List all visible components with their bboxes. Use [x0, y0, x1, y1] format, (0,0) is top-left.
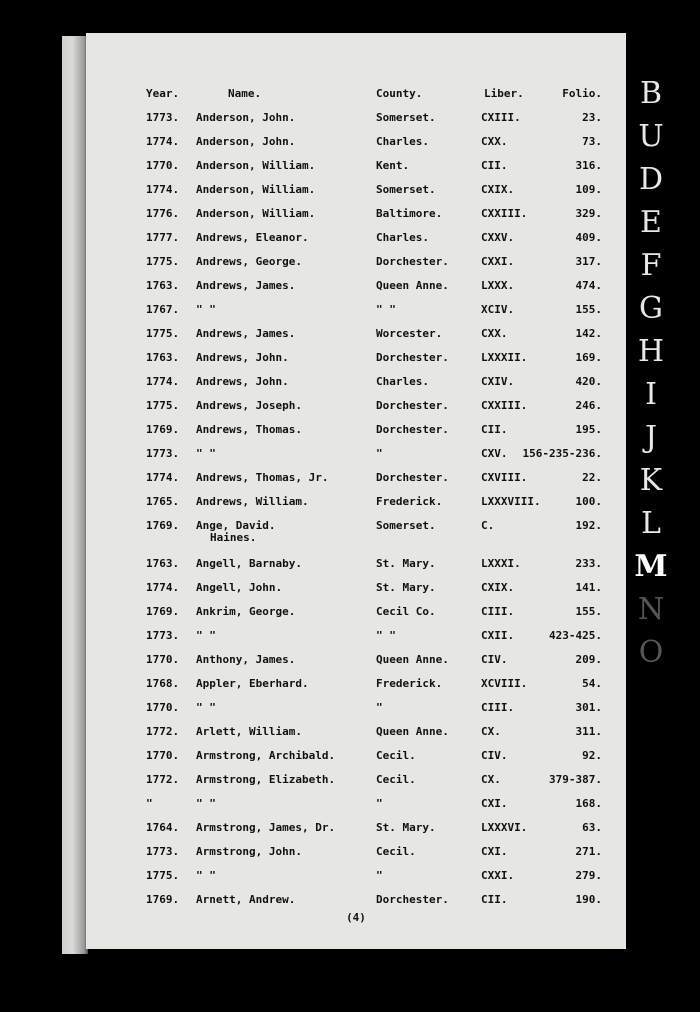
entry-liber: LXXXI. [481, 557, 521, 570]
entry-name: Armstrong, Elizabeth. [196, 773, 336, 786]
table-row [86, 279, 626, 299]
entry-folio: 141. [575, 581, 602, 594]
entry-name: Anderson, John. [196, 135, 296, 148]
entry-year: 1775. [146, 255, 180, 268]
entry-year: 1774. [146, 375, 180, 388]
entry-name: " " [196, 629, 216, 642]
entry-year: 1769. [146, 893, 180, 906]
entry-name: Arnett, Andrew. [196, 893, 296, 906]
entry-name: " " [196, 869, 216, 882]
entry-folio: 279. [575, 869, 602, 882]
table-row [86, 519, 626, 544]
entry-county: Charles. [376, 135, 429, 148]
entry-liber: CII. [481, 159, 508, 172]
entry-liber: LXXXVI. [481, 821, 528, 834]
entry-liber: XCVIII. [481, 677, 528, 690]
entry-county: Dorchester. [376, 255, 449, 268]
entry-liber: CX. [481, 725, 501, 738]
entry-county: Charles. [376, 375, 429, 388]
table-row [86, 677, 626, 697]
page-number: (4) [346, 911, 366, 924]
table-row [86, 653, 626, 673]
entry-county: " " [376, 303, 396, 316]
entry-folio: 316. [575, 159, 602, 172]
header-name: Name. [228, 87, 262, 100]
entry-folio: 329. [575, 207, 602, 220]
entry-county: Dorchester. [376, 471, 449, 484]
entry-folio: 246. [575, 399, 602, 412]
entry-county: Dorchester. [376, 351, 449, 364]
entry-county: St. Mary. [376, 821, 436, 834]
entry-name: Ankrim, George. [196, 605, 296, 618]
entry-name: Andrews, Eleanor. [196, 231, 309, 244]
alphabet-index-tabs [632, 72, 670, 670]
entry-liber: CIII. [481, 701, 515, 714]
table-row [86, 303, 626, 323]
entry-folio: 233. [575, 557, 602, 570]
entry-county: " " [376, 629, 396, 642]
entry-liber: CXXV. [481, 231, 515, 244]
entry-county: Somerset. [376, 519, 436, 532]
entry-year: 1769. [146, 423, 180, 436]
entry-year: 1773. [146, 111, 180, 124]
entry-year: 1769. [146, 519, 180, 532]
entry-name: " " [196, 303, 216, 316]
entry-name: Anderson, William. [196, 183, 316, 196]
register-page [86, 33, 626, 949]
entry-name: Andrews, George. [196, 255, 302, 268]
entry-folio: 317. [575, 255, 602, 268]
table-row [86, 557, 626, 577]
entry-folio: 169. [575, 351, 602, 364]
entry-county: " [376, 869, 383, 882]
entry-year: 1774. [146, 135, 180, 148]
entry-year: 1767. [146, 303, 180, 316]
entry-year: 1763. [146, 351, 180, 364]
entry-name: Andrews, Joseph. [196, 399, 302, 412]
entry-year: 1775. [146, 869, 180, 882]
entry-name: Andrews, William. [196, 495, 309, 508]
entry-liber: CXX. [481, 135, 508, 148]
entry-county: " [376, 797, 383, 810]
entry-folio: 109. [575, 183, 602, 196]
entry-folio: 142. [575, 327, 602, 340]
entry-county: Queen Anne. [376, 653, 449, 666]
entry-liber: CXI. [481, 797, 508, 810]
entry-name: Andrews, James. [196, 327, 296, 340]
table-row [86, 159, 626, 179]
index-tab-letter[interactable]: F [640, 248, 662, 283]
entry-year: 1770. [146, 653, 180, 666]
entry-county: Dorchester. [376, 423, 449, 436]
entry-liber: CII. [481, 893, 508, 906]
table-row [86, 471, 626, 491]
entry-liber: CXXI. [481, 255, 515, 268]
entry-folio: 379-387. [549, 773, 602, 786]
entry-folio: 73. [582, 135, 602, 148]
page-binding [62, 36, 88, 954]
entry-year: 1770. [146, 701, 180, 714]
entry-folio: 155. [575, 605, 602, 618]
entry-county: Queen Anne. [376, 279, 449, 292]
entry-folio: 100. [575, 495, 602, 508]
entry-county: Somerset. [376, 183, 436, 196]
entry-liber: LXXXVIII. [481, 495, 541, 508]
entry-liber: LXXX. [481, 279, 515, 292]
entry-liber: C. [481, 519, 495, 532]
table-row [86, 207, 626, 227]
entry-county: Cecil. [376, 773, 416, 786]
entry-folio: 92. [582, 749, 602, 762]
entry-year: " [146, 797, 153, 810]
entry-folio: 420. [575, 375, 602, 388]
table-row [86, 495, 626, 515]
table-row [86, 231, 626, 251]
entry-year: 1764. [146, 821, 180, 834]
table-row [86, 423, 626, 443]
index-tab-letter[interactable]: B [639, 76, 663, 111]
entry-liber: CXX. [481, 327, 508, 340]
table-row [86, 183, 626, 203]
table-row [86, 351, 626, 371]
table-row [86, 797, 626, 817]
entry-county: St. Mary. [376, 557, 436, 570]
entry-folio: 190. [575, 893, 602, 906]
index-tab-letter[interactable]: U [638, 119, 664, 154]
table-row [86, 605, 626, 625]
entry-name: " " [196, 447, 216, 460]
entry-name: " " [196, 797, 216, 810]
entry-year: 1774. [146, 183, 180, 196]
entry-liber: CXII. [481, 629, 515, 642]
entry-county: Somerset. [376, 111, 436, 124]
index-tab-letter[interactable]: H [637, 334, 665, 369]
entry-folio: 54. [582, 677, 602, 690]
entry-name: Anderson, John. [196, 111, 296, 124]
entry-liber: CXI. [481, 845, 508, 858]
entry-liber: CXXIII. [481, 207, 528, 220]
entry-year: 1765. [146, 495, 180, 508]
entry-county: Dorchester. [376, 893, 449, 906]
entry-liber: CXXI. [481, 869, 515, 882]
table-row [86, 375, 626, 395]
table-row [86, 821, 626, 841]
entry-name: Andrews, John. [196, 375, 289, 388]
table-row [86, 447, 626, 467]
entry-liber: CII. [481, 423, 508, 436]
table-row [86, 773, 626, 793]
table-row [86, 893, 626, 913]
entry-folio: 271. [575, 845, 602, 858]
entry-liber: CIV. [481, 749, 508, 762]
entry-year: 1776. [146, 207, 180, 220]
entry-year: 1763. [146, 279, 180, 292]
entry-name: Anderson, William. [196, 207, 316, 220]
table-row [86, 581, 626, 601]
entry-name: Anthony, James. [196, 653, 296, 666]
entry-folio: 409. [575, 231, 602, 244]
entry-year: 1768. [146, 677, 180, 690]
table-row [86, 701, 626, 721]
entry-folio: 474. [575, 279, 602, 292]
entry-year: 1773. [146, 447, 180, 460]
entry-liber: CXIX. [481, 183, 515, 196]
entry-folio: 209. [575, 653, 602, 666]
header-county: County. [376, 87, 423, 100]
entry-county: " [376, 447, 383, 460]
table-row [86, 135, 626, 155]
entry-county: Baltimore. [376, 207, 443, 220]
header-year: Year. [146, 87, 180, 100]
entry-county: Frederick. [376, 677, 443, 690]
entry-county: St. Mary. [376, 581, 436, 594]
entry-folio: 311. [575, 725, 602, 738]
table-row [86, 111, 626, 131]
entry-liber: CIII. [481, 605, 515, 618]
entry-year: 1770. [146, 749, 180, 762]
entry-name: Appler, Eberhard. [196, 677, 309, 690]
entry-county: Kent. [376, 159, 410, 172]
entry-name: " " [196, 701, 216, 714]
entry-name: Armstrong, James, Dr. [196, 821, 336, 834]
entry-name: Angell, John. [196, 581, 283, 594]
entry-year: 1770. [146, 159, 180, 172]
entry-liber: CXIV. [481, 375, 515, 388]
table-row [86, 749, 626, 769]
index-tab-letter[interactable]: O [638, 635, 664, 670]
entry-county: Frederick. [376, 495, 443, 508]
entry-county: Cecil. [376, 845, 416, 858]
entry-liber: CXV. [481, 447, 508, 460]
header-liber: Liber. [484, 87, 524, 100]
entry-folio: 168. [575, 797, 602, 810]
entry-name: Andrews, Thomas, Jr. [196, 471, 329, 484]
table-row [86, 327, 626, 347]
entry-name: Armstrong, Archibald. [196, 749, 336, 762]
index-tab-letter[interactable]: L [641, 506, 661, 541]
entry-folio: 192. [575, 519, 602, 532]
entry-liber: CXXIII. [481, 399, 528, 412]
index-tab-letter[interactable]: D [638, 162, 664, 197]
entry-name: Andrews, James. [196, 279, 296, 292]
entry-folio: 195. [575, 423, 602, 436]
entry-county: Cecil Co. [376, 605, 436, 618]
entry-year: 1763. [146, 557, 180, 570]
header-folio: Folio. [562, 87, 602, 100]
entry-county: Dorchester. [376, 399, 449, 412]
entry-name: Anderson, William. [196, 159, 316, 172]
entry-county: Worcester. [376, 327, 443, 340]
entry-folio: 23. [582, 111, 602, 124]
entry-county: " [376, 701, 383, 714]
entry-liber: LXXXII. [481, 351, 528, 364]
entry-county: Queen Anne. [376, 725, 449, 738]
index-tab-letter[interactable]: G [639, 291, 663, 326]
index-tab-letter[interactable]: N [637, 592, 665, 627]
table-row [86, 629, 626, 649]
table-row [86, 255, 626, 275]
entry-year: 1769. [146, 605, 180, 618]
entry-name-continued: Haines. [210, 531, 257, 544]
column-headers [86, 87, 626, 107]
entry-liber: CXIX. [481, 581, 515, 594]
entry-name: Angell, Barnaby. [196, 557, 302, 570]
entry-year: 1772. [146, 725, 180, 738]
table-row [86, 869, 626, 889]
table-row [86, 725, 626, 745]
index-tab-letter[interactable]: E [640, 205, 662, 240]
entry-year: 1773. [146, 845, 180, 858]
entry-year: 1777. [146, 231, 180, 244]
entry-name: Andrews, Thomas. [196, 423, 302, 436]
entry-year: 1773. [146, 629, 180, 642]
entry-folio: 22. [582, 471, 602, 484]
entry-folio: 423-425. [549, 629, 602, 642]
table-row [86, 399, 626, 419]
entry-folio: 301. [575, 701, 602, 714]
entry-liber: CIV. [481, 653, 508, 666]
entry-folio: 155. [575, 303, 602, 316]
entry-folio: 156-235-236. [522, 447, 602, 460]
index-tab-letter[interactable]: I [645, 377, 657, 412]
entry-year: 1775. [146, 399, 180, 412]
table-row [86, 845, 626, 865]
entry-name: Andrews, John. [196, 351, 289, 364]
entry-name: Armstrong, John. [196, 845, 302, 858]
entry-name: Ange, David. [196, 519, 276, 532]
entry-liber: XCIV. [481, 303, 515, 316]
entry-county: Cecil. [376, 749, 416, 762]
entry-year: 1774. [146, 581, 180, 594]
entry-year: 1772. [146, 773, 180, 786]
index-tab-letter[interactable]: K [639, 463, 663, 498]
entry-name: Arlett, William. [196, 725, 302, 738]
entry-year: 1775. [146, 327, 180, 340]
index-tab-letter[interactable]: J [644, 420, 658, 455]
entry-liber: CXVIII. [481, 471, 528, 484]
entry-folio: 63. [582, 821, 602, 834]
entry-county: Charles. [376, 231, 429, 244]
index-tab-letter[interactable]: M [634, 549, 668, 584]
entry-year: 1774. [146, 471, 180, 484]
entry-liber: CX. [481, 773, 501, 786]
entry-liber: CXIII. [481, 111, 521, 124]
